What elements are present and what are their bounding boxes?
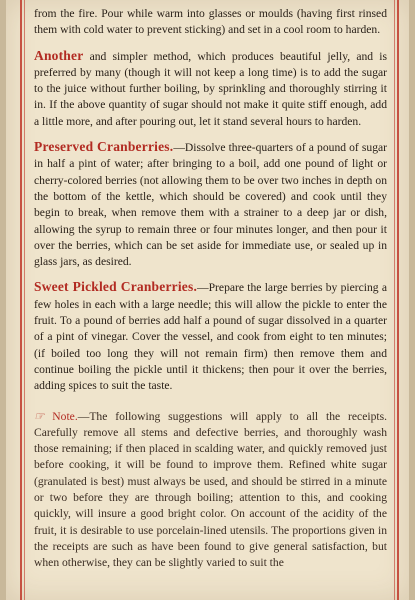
note-paragraph xyxy=(34,409,387,572)
recipe-heading: Preserved Cranberries. xyxy=(34,139,174,155)
note-text: —The following suggestions will apply to all the receipts. Carefully remove all stems and defective berries, and thoroughly wash those remaining; if then placed in scalding water, and quickly removed just before cooking, it will be found to improve them. Refined white sugar (granulated is best) must always be used, and should be stirred in a minute or two before they are through boiling; attention to this, and cooking quickly, will insure a good bright color. On account of the acidity of the fruit, it is desirable to use porcelain-lined utensils. The proportions given in the receipts are such as have been found to give general satisfaction, but when otherwise, they can be slightly varied to suit the xyxy=(34,409,387,570)
page-border-left xyxy=(20,0,22,600)
paragraph-text: —Prepare the large berries by piercing a few holes in each with a large needle; this will allow the pickle to enter the fruit. To a pound of berries add half a pound of sugar dissolved in a quarter of a pint of vinegar. Cover the vessel, and cook from eight to ten minutes; (if boiled too long they will not remain firm) then remove them and continue boiling the pickle until it thickens; then pour it over the berries, adding spices to suit the taste. xyxy=(34,281,387,393)
recipe-heading: Another xyxy=(34,47,84,63)
paragraph-another xyxy=(34,48,387,130)
paragraph-continuation xyxy=(34,6,387,39)
paragraph-preserved-cranberries xyxy=(34,139,387,270)
pointing-hand-icon: ☞ xyxy=(34,409,45,423)
page-text xyxy=(34,6,387,581)
recipe-heading: Sweet Pickled Cranberries. xyxy=(34,279,198,295)
page-border-right-inner xyxy=(394,0,395,600)
page-border-left-inner xyxy=(24,0,25,600)
book-page xyxy=(6,0,409,600)
paragraph-text: from the fire. Pour while warm into glasses or moulds (having first rinsed them with cold water to prevent sticking) and set in a cool room to harden. xyxy=(34,7,387,37)
paragraph-sweet-pickled-cranberries xyxy=(34,279,387,394)
note-title: Note. xyxy=(52,409,78,423)
page-border-right xyxy=(397,0,399,600)
paragraph-text: —Dissolve three-quarters of a pound of sugar in half a pint of water; after bringing to a boil, add one pound of light or cherry-colored berries (not allowing them to be over two inches in depth on the bottom of the kettle, which should be covered) and cook until they begin to break, when remove them with a strainer to a deep jar or dish, allowing the syrup to remain three or four minutes longer, and then pour it over the berries, which can be set aside for immediate use, or sealed up in glass jars, as desired. xyxy=(34,141,387,269)
paragraph-text: and simpler method, which produces beautiful jelly, and is preferred by many (though it will not keep a long time) is to add the sugar to the juice without further boiling, by sprinkling and thoroughly stirring it in. If the above quantity of sugar should not make it quite stiff enough, add a little more, and after pouring out, let it stand several hours to harden. xyxy=(34,49,387,128)
